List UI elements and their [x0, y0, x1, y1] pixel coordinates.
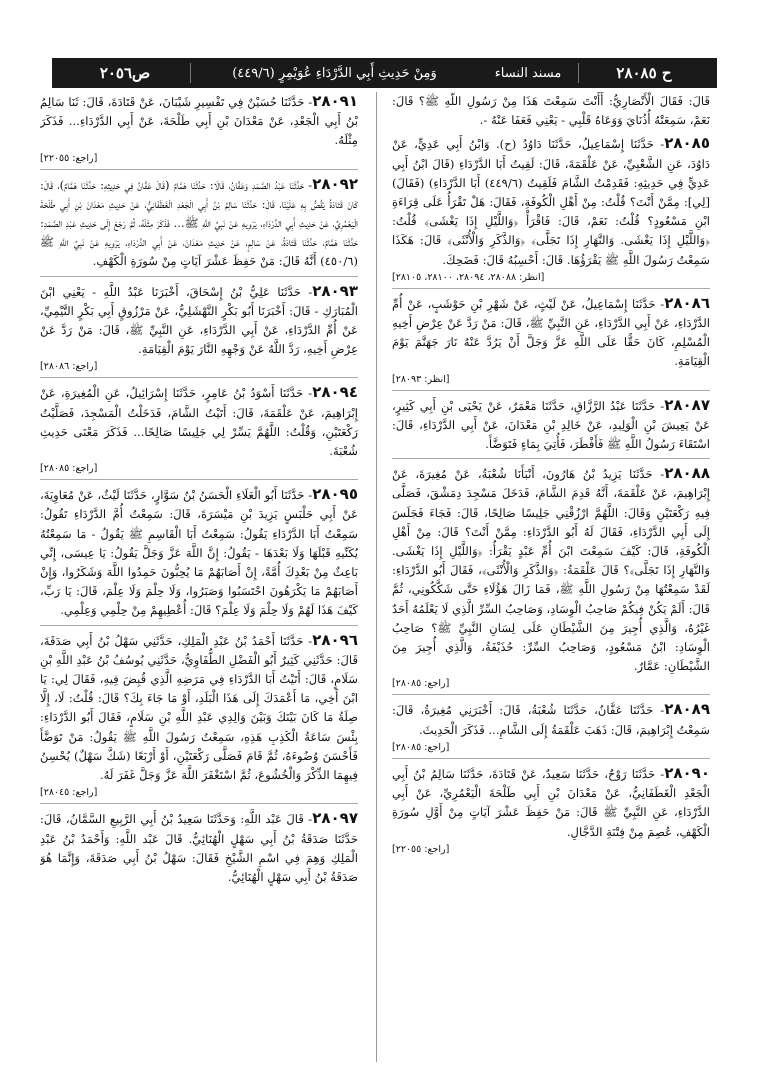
cross-reference: [راجع: ٢٨٠٤٥] — [40, 787, 98, 799]
cross-reference: [انظر: ٢٨٠٨٨، ٢٨٠٩٤، ٢٨١٠٠، ٢٨١٠٥] — [392, 271, 545, 283]
hadith-entry — [40, 92, 358, 165]
hadith-number: ٢٨٠٩٤ — [312, 383, 358, 402]
entry-separator — [40, 625, 358, 626]
hadith-text: - حَدَّثَنَا إِسْمَاعِيلُ، حَدَّثَنَا دَاوُدُ (ح). وَابْنُ أَبِي عَدِيٍّ، عَنْ دَاوُدَ، عَنِ الشَّعْبِيِّ، عَنْ عَلْقَمَةَ، قَالَ: لَقِيتُ أَبَا الدَّرْدَاءِ (قَالَ ابْنُ أَبِي عَدِيٍّ فِي حَدِيثِهِ: فَقَدِمْتُ الشَّامَ فَلَقِيتُ (٤٤٩/٦) أَبَا الدَّرْدَاءِ) (فَقَالَ) [لِي]: مِمَّنْ أَنْتَ؟ قُلْتُ: مِنْ أَهْلِ الْكُوفَةِ، فَقَالَ: هَلْ تَقْرَأُ عَلَى قِرَاءَةِ ابْنِ مَسْعُودٍ؟ قُلْتُ: نَعَمْ، قَالَ: فَاقْرَأْ ﴿وَاللَّيْلِ إِذَا يَغْشَى﴾ قُلْتُ: ﴿وَاللَّيْلِ إِذَا يَغْشَى. وَالنَّهَارِ إِذَا تَجَلَّى﴾ ﴿وَالذَّكَرِ وَالْأُنْثَى﴾ قَالَ: هَكَذَا سَمِعْتُ رَسُولَ اللَّهِ ﷺ يَقْرَؤُهَا. قَالَ: أَحْسِبُهُ قَالَ: فَضَحِكَ. — [392, 137, 710, 267]
entry-separator — [40, 377, 358, 378]
hadith-entry — [392, 396, 710, 455]
entry-separator — [40, 803, 358, 804]
hadith-entry — [392, 764, 710, 856]
page-header — [52, 58, 717, 88]
hadith-number: ٢٨٠٨٨ — [664, 464, 710, 483]
cross-reference: [راجع: ٢٨٠٨٥] — [392, 741, 450, 753]
cross-reference: [راجع: ٢٨٠٨٥] — [40, 463, 98, 475]
hadith-text: - حَدَّثَنَا عَلِيُّ بْنُ إِسْحَاقَ، أَخْبَرَنَا عَبْدُ اللَّهِ - يَعْنِي ابْنَ الْمُبَارَكِ - قَالَ: أَخْبَرَنَا أَبُو بَكْرٍ النَّهْشَلِيُّ، عَنْ مَرْزُوقٍ أَبِي بَكْرٍ التَّيْمِيِّ، عَنْ أُمِّ الدَّرْدَاءِ، عَنْ أَبِي الدَّرْدَاءِ، عَنِ النَّبِيِّ ﷺ، قَالَ: مَنْ رَدَّ عَنْ عِرْضِ أَخِيهِ، رَدَّ اللَّهُ عَنْ وَجْهِهِ النَّارَ يَوْمَ الْقِيَامَةِ. — [40, 284, 358, 357]
hadith-number: ٢٨٠٩٦ — [312, 630, 358, 649]
hadith-entry — [40, 809, 358, 887]
hadith-text: - حَدَّثَنَا أَحْمَدُ بْنُ عَبْدِ الْمَلِكِ، حَدَّثَنِي سَهْلُ بْنُ أَبِي صَدَقَةَ، قَالَ: حَدَّثَنِي كَثِيرٌ أَبُو الْفَضْلِ الطُّفَاوِيُّ، حَدَّثَنِي يُوسُفُ بْنُ عَبْدِ اللَّهِ بْنِ سَلَامٍ، قَالَ: أَتَيْتُ أَبَا الدَّرْدَاءِ فِي مَرَضِهِ الَّذِي قُبِضَ فِيهِ، فَقَالَ لِي: يَا ابْنَ أَخِي، مَا أَعْمَدَكَ إِلَى هَذَا الْبَلَدِ، أَوْ مَا جَاءَ بِكَ؟ قَالَ: قُلْتُ: لَا، إِلَّا صِلَةُ مَا كَانَ بَيْنَكَ وَبَيْنَ وَالِدِي عَبْدِ اللَّهِ بْنِ سَلَامٍ، فَقَالَ أَبُو الدَّرْدَاءِ: بِئْسَ سَاعَةُ الْكَذِبِ هَذِهِ، سَمِعْتُ رَسُولَ اللَّهِ ﷺ يَقُولُ: مَنْ تَوَضَّأَ فَأَحْسَنَ وُضُوءَهُ، ثُمَّ قَامَ فَصَلَّى رَكْعَتَيْنِ، أَوْ أَرْبَعًا (شَكَّ سَهْلٌ) يُحْسِنُ فِيهِمَا الذِّكْرَ وَالْخُشُوعَ، ثُمَّ اسْتَغْفَرَ اللَّهَ عَزَّ وَجَلَّ غَفَرَ لَهُ. — [40, 633, 358, 783]
hadith-text: - قَالَ عَبْد اللَّهِ: وَحَدَّثَنَا سَعِيدُ بْنُ أَبِي الرَّبِيعِ السَّمَّانُ، قَالَ: حَدَّثَنَا صَدَقَةُ بْنُ أَبِي سَهْلٍ الْهُنَائِيُّ. قَالَ عَبْد اللَّهِ: وَأَحْمَدُ بْنُ عَبْدِ الْمَلِكِ وَهِمَ فِي اسْمِ الشَّيْخِ فَقَالَ: سَهْلُ بْنُ أَبِي صَدَقَةَ، وَإِنَّمَا هُوَ صَدَقَةُ بْنُ أَبِي سَهْلٍ الْهُنَائِيُّ. — [40, 812, 358, 884]
right-text-column — [392, 92, 710, 1064]
hadith-text: - حَدَّثَنَا أَسْوَدُ بْنُ عَامِرٍ، حَدَّثَنَا إِسْرَائِيلُ، عَنِ الْمُغِيرَةِ، عَنْ إِبْرَاهِيمَ، عَنْ عَلْقَمَةَ، قَالَ: أَتَيْتُ الشَّامَ، فَدَخَلْتُ الْمَسْجِدَ، فَصَلَّيْتُ رَكْعَتَيْنِ، وَقُلْتُ: اللَّهُمَّ يَسِّرْ لِي جَلِيسًا صَالِحًا... فَذَكَرَ مَعْنَى حَدِيثِ شُعْبَةَ. — [40, 386, 358, 459]
hadith-number: ٢٨٠٨٧ — [664, 395, 710, 414]
hadith-number: ٢٨٠٨٦ — [664, 293, 710, 312]
header-divider — [190, 63, 191, 83]
hadith-entry — [40, 485, 358, 620]
cross-reference: [راجع: ٢٢٠٥٥] — [392, 843, 450, 855]
hadith-number: ٢٨٠٩٠ — [664, 763, 710, 782]
hadith-range-label: ح ٢٨٠٨٥ — [616, 64, 672, 82]
entry-separator — [392, 390, 710, 391]
hadith-entry — [392, 464, 710, 690]
hadith-text: - حَدَّثَنَا عَبْدُ الرَّزَّاقِ، حَدَّثَنَا مَعْمَرٌ، عَنْ يَحْيَى بْنِ أَبِي كَثِيرٍ، عَنْ يَعِيشَ بْنِ الْوَلِيدِ، عَنْ خَالِدِ بْنِ مَعْدَانَ، عَنْ أَبِي الدَّرْدَاءِ، قَالَ: اسْتَقَاءَ رَسُولُ اللَّهِ ﷺ فَأَفْطَرَ، فَأُتِيَ بِمَاءٍ فَتَوَضَّأَ. — [392, 398, 710, 452]
hadith-text: - حَدَّثَنَا حُسَيْنٌ فِي تَفْسِيرِ شَيْبَانَ، عَنْ قَتَادَةَ، قَالَ: ثَنَا سَالِمُ بْنُ أَبِي الْجَعْدِ، عَنْ مَعْدَانَ بْنِ أَبِي طَلْحَةَ، عَنْ أَبِي الدَّرْدَاءِ... فَذَكَرَ مِثْلَهُ. — [40, 95, 358, 148]
hadith-entry — [392, 700, 710, 753]
hadith-entry — [40, 631, 358, 800]
hadith-number: ٢٨٠٩٥ — [312, 485, 358, 504]
cross-reference: [راجع: ٢٨٠٨٥] — [392, 678, 450, 690]
hadith-text: - حَدَّثَنَا عَبْدُ الصَّمَدِ وَعَفَّانُ، قَالَا: حَدَّثَنَا هَمَّامٌ (قَالَ عَفَّانُ فِي حَدِيثِهِ: حَدَّثَنَا هَمَّامٌ)، قَالَ: كَانَ قَتَادَةُ يَقُصُّ بِهِ عَلَيْنَا، قَالَ: حَدَّثَنَا سَالِمُ بْنُ أَبِي الْجَعْدِ الْغَطَفَانِيُّ، عَنْ حَدِيثِ مَعْدَانَ بْنِ أَبِي طَلْحَةَ الْيَعْمُرِيِّ، عَنْ حَدِيثِ أَبِي الدَّرْدَاءِ، يَرْوِيهِ عَنْ نَبِيِّ اللَّهِ ﷺ... فَذَكَرَ مِثْلَهُ، ثُمَّ رَجَعَ إِلَى حَدِيثِ عَبْدِ الصَّمَدِ: حَدَّثَنَا هَمَّامٌ، حَدَّثَنَا قَتَادَةُ، عَنْ سَالِمٍ، عَنْ حَدِيثِ مَعْدَانَ، عَنْ أَبِي الدَّرْدَاءِ، يَرْوِيهِ عَنْ نَبِيِّ اللَّهِ ﷺ (٤٥٠/٦) أَنَّهُ قَالَ: مَنْ حَفِظَ عَشْرَ آيَاتٍ مِنْ سُورَةِ الْكَهْفِ. — [40, 177, 358, 269]
cross-reference: [راجع: ٢٨٠٨٦] — [40, 361, 98, 373]
hadith-number: ٢٨٠٩٣ — [312, 281, 358, 300]
musnad-label: مسند النساء — [494, 65, 562, 81]
cross-reference: [راجع: ٢٢٠٥٥] — [40, 152, 98, 164]
hadith-entry — [40, 175, 358, 272]
hadith-entry — [40, 383, 358, 475]
hadith-entry — [392, 134, 710, 283]
entry-separator — [392, 694, 710, 695]
continuation-paragraph: قَالَ: فَقَالَ الْأَنْصَارِيُّ: أَأَنْتَ سَمِعْتَ هَذَا مِنْ رَسُولِ اللَّهِ ﷺ؟ قَالَ: نَعَمْ، سَمِعَتْهُ أُذُنَايَ وَوَعَاهُ قَلْبِي - يَعْنِي فَعَفَا عَنْهُ -. — [392, 94, 710, 128]
cross-reference: [انظر: ٢٨٠٩٣] — [392, 373, 450, 385]
hadith-text: - حَدَّثَنَا رَوْحٌ، حَدَّثَنَا سَعِيدٌ، عَنْ قَتَادَةَ، حَدَّثَنَا سَالِمُ بْنُ أَبِي الْجَعْدِ الْغَطَفَانِيُّ، عَنْ مَعْدَانَ بْنِ أَبِي طَلْحَةَ الْيَعْمُرِيِّ، عَنْ أَبِي الدَّرْدَاءِ، عَنِ النَّبِيِّ ﷺ قَالَ: مَنْ حَفِظَ عَشْرَ آيَاتٍ مِنْ أَوَّلِ سُورَةِ الْكَهْفِ، عُصِمَ مِنْ فِتْنَةِ الدَّجَّالِ. — [392, 766, 710, 839]
entry-separator — [40, 169, 358, 170]
entry-separator — [392, 458, 710, 459]
entry-separator — [392, 758, 710, 759]
hadith-text: - حَدَّثَنَا أَبُو الْعَلَاءِ الْحَسَنُ بْنُ سَوَّارٍ، حَدَّثَنَا لَيْثٌ، عَنْ مُعَاوِيَةَ، عَنْ أَبِي حَلْبَسٍ يَزِيدَ بْنِ مَيْسَرَةَ، قَالَ: سَمِعْتُ أُمَّ الدَّرْدَاءِ تَقُولُ: سَمِعْتُ أَبَا الدَّرْدَاءِ يَقُولُ: سَمِعْتُ أَبَا الْقَاسِمِ ﷺ يَقُولُ - مَا سَمِعْتُهُ يُكَنِّيهِ قَبْلَهَا وَلَا بَعْدَهَا - يَقُولُ: إِنَّ اللَّهَ عَزَّ وَجَلَّ يَقُولُ: يَا عِيسَى، إِنِّي بَاعِثٌ مِنْ بَعْدِكَ أُمَّةً، إِنْ أَصَابَهُمْ مَا يُحِبُّونَ حَمِدُوا اللَّهَ وَشَكَرُوا، وَإِنْ أَصَابَهُمْ مَا يَكْرَهُونَ احْتَسَبُوا وَصَبَرُوا، وَلَا حِلْمَ وَلَا عِلْمَ، قَالَ: يَا رَبِّ، كَيْفَ هَذَا لَهُمْ وَلَا حِلْمَ وَلَا عِلْمَ؟ قَالَ: أُعْطِيهِمْ مِنْ حِلْمِي وَعِلْمِي. — [40, 488, 358, 618]
hadith-number: ٢٨٠٩٧ — [312, 809, 358, 828]
entry-separator — [40, 276, 358, 277]
hadith-entry — [392, 294, 710, 386]
header-divider — [578, 63, 579, 83]
entry-separator — [392, 288, 710, 289]
hadith-number: ٢٨٠٨٥ — [664, 134, 710, 153]
page-number-label: ص٢٠٥٦ — [99, 64, 151, 82]
hadith-text: - حَدَّثَنَا إِسْمَاعِيلُ، عَنْ لَيْثٍ، عَنْ شَهْرِ بْنِ حَوْشَبٍ، عَنْ أُمِّ الدَّرْدَاءِ، عَنْ أَبِي الدَّرْدَاءِ، عَنِ النَّبِيِّ ﷺ، قَالَ: مَنْ رَدَّ عَنْ عِرْضِ أَخِيهِ الْمُسْلِمِ، كَانَ حَقًّا عَلَى اللَّهِ عَزَّ وَجَلَّ أَنْ يَرُدَّ عَنْهُ نَارَ جَهَنَّمَ يَوْمَ الْقِيَامَةِ. — [392, 296, 710, 369]
hadith-entry — [40, 282, 358, 374]
column-divider — [376, 92, 377, 1062]
hadith-number: ٢٨٠٩١ — [312, 92, 358, 110]
hadith-text: - حَدَّثَنَا عَفَّانُ، حَدَّثَنَا شُعْبَةُ، قَالَ: أَخْبَرَنِي مُغِيرَةُ، قَالَ: سَمِعْتُ إِبْرَاهِيمَ، قَالَ: ذَهَبَ عَلْقَمَةُ إِلَى الشَّامِ... فَذَكَرَ الْحَدِيثَ. — [392, 703, 710, 737]
hadith-number: ٢٨٠٨٩ — [664, 700, 710, 719]
hadith-text: - حَدَّثَنَا يَزِيدُ بْنُ هَارُونَ، أَنْبَأَنَا شُعْبَةُ، عَنْ مُغِيرَةَ، عَنْ إِبْرَاهِيمَ، عَنْ عَلْقَمَةَ، أَنَّهُ قَدِمَ الشَّامَ، فَدَخَلَ مَسْجِدَ دِمَشْقَ، فَصَلَّى فِيهِ رَكْعَتَيْنِ وَقَالَ: اللَّهُمَّ ارْزُقْنِي جَلِيسًا صَالِحًا، قَالَ: فَجَاءَ فَجَلَسَ إِلَى أَبِي الدَّرْدَاءِ، فَقَالَ لَهُ أَبُو الدَّرْدَاءِ: مِمَّنْ أَنْتَ؟ قَالَ: مِنْ أَهْلِ الْكُوفَةِ، قَالَ: كَيْفَ سَمِعْتَ ابْنَ أُمِّ عَبْدٍ يَقْرَأُ: ﴿وَاللَّيْلِ إِذَا يَغْشَى. وَالنَّهَارِ إِذَا تَجَلَّى﴾؟ قَالَ عَلْقَمَةُ: ﴿وَالذَّكَرِ وَالْأُنْثَى﴾، فَقَالَ أَبُو الدَّرْدَاءِ: لَقَدْ سَمِعْتُهَا مِنْ رَسُولِ اللَّهِ ﷺ، فَمَا زَالَ هَؤُلَاءِ حَتَّى شَكَّكُونِي، ثُمَّ قَالَ: أَلَمْ يَكُنْ فِيكُمْ صَاحِبُ الْوِسَادِ، وَصَاحِبُ السِّرِّ الَّذِي لَا يَعْلَمُهُ أَحَدٌ غَيْرُهُ، وَالَّذِي أُجِيرَ مِنَ الشَّيْطَانِ عَلَى لِسَانِ النَّبِيِّ ﷺ؟ صَاحِبُ الْوِسَادِ: ابْنُ مَسْعُودٍ، وَصَاحِبُ السِّرِّ: حُذَيْفَةُ، وَالَّذِي أُجِيرَ مِنَ الشَّيْطَانِ: عَمَّارٌ. — [392, 467, 710, 674]
chapter-title: وَمِنْ حَدِيثِ أَبِي الدَّرْدَاءِ عُوَيْمِرٍ (٤٤٩/٦) — [232, 65, 437, 81]
entry-separator — [40, 479, 358, 480]
left-text-column — [40, 92, 358, 1064]
hadith-number: ٢٨٠٩٢ — [312, 174, 358, 193]
